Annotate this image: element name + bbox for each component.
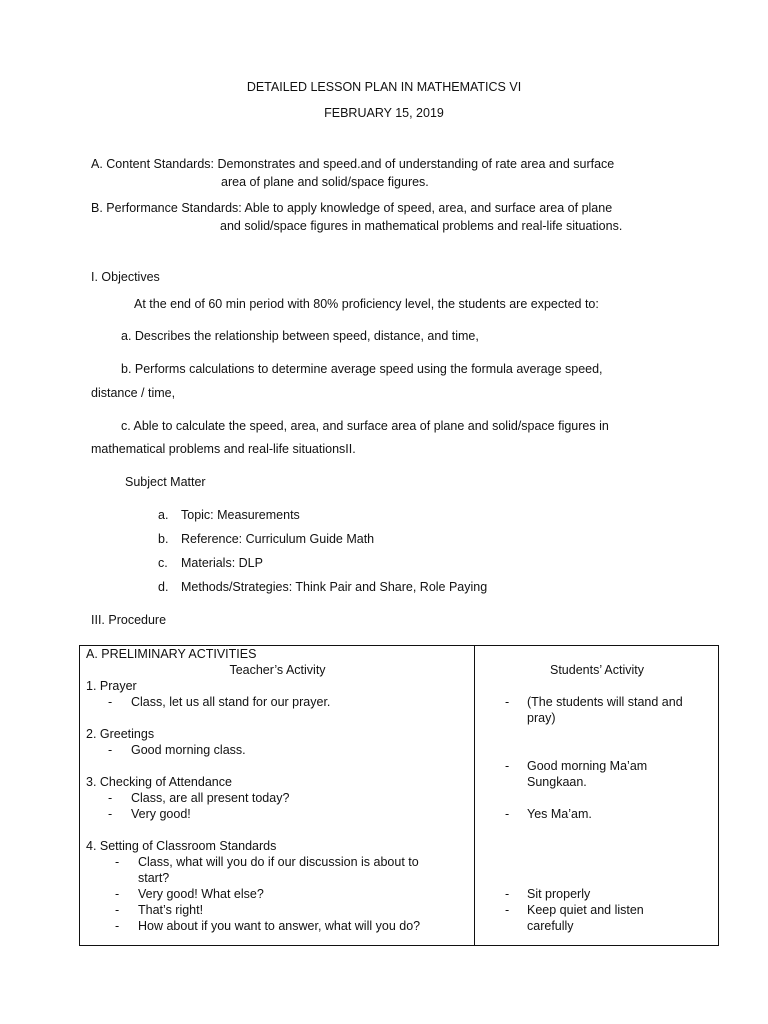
subject-item-marker: b.: [158, 532, 169, 546]
subject-item-materials: Materials: DLP: [181, 556, 263, 570]
objective-c-line2: mathematical problems and real-life situationsII.: [91, 442, 356, 456]
objective-b-line1: b. Performs calculations to determine average speed using the formula average speed,: [121, 362, 603, 376]
teacher-line: Class, let us all stand for our prayer.: [131, 695, 331, 709]
list-dash: -: [108, 807, 113, 821]
subject-matter-heading: Subject Matter: [125, 475, 206, 489]
student-line: Good morning Ma’am: [527, 759, 648, 773]
objectives-intro: At the end of 60 min period with 80% proficiency level, the students are expected to:: [134, 297, 599, 311]
objective-b-line2: distance / time,: [91, 386, 176, 400]
content-standards-line1: A. Content Standards: Demonstrates and speed.and of understanding of rate area and surface: [91, 157, 615, 171]
student-line: Sungkaan.: [527, 775, 587, 789]
list-dash: -: [108, 743, 113, 757]
list-dash: -: [505, 903, 510, 917]
attendance-heading: 3. Checking of Attendance: [86, 775, 232, 789]
list-dash: -: [115, 919, 120, 933]
students-activity-cell: [475, 646, 719, 946]
student-line: carefully: [527, 919, 574, 933]
teacher-line: Class, are all present today?: [131, 791, 290, 805]
students-activity-header: Students’ Activity: [549, 663, 645, 677]
list-dash: -: [505, 887, 510, 901]
list-dash: -: [108, 695, 113, 709]
student-line: pray): [527, 711, 556, 725]
subject-item-methods: Methods/Strategies: Think Pair and Share, Role Paying: [181, 580, 488, 594]
objectives-heading: I. Objectives: [91, 270, 160, 284]
teacher-activity-cell: [80, 646, 475, 946]
performance-standards-line2: and solid/space figures in mathematical problems and real-life situations.: [220, 219, 623, 233]
teacher-line: Class, what will you do if our discussion is about to: [138, 855, 419, 869]
list-dash: -: [115, 887, 120, 901]
subject-item-reference: Reference: Curriculum Guide Math: [181, 532, 375, 546]
student-line: Sit properly: [527, 887, 591, 901]
teacher-line: Good morning class.: [131, 743, 246, 757]
teacher-line: Very good!: [131, 807, 191, 821]
teacher-line: start?: [138, 871, 170, 885]
classroom-standards-heading: 4. Setting of Classroom Standards: [86, 839, 277, 853]
student-line: (The students will stand and: [527, 695, 683, 709]
subject-item-marker: a.: [158, 508, 169, 522]
teacher-line: That’s right!: [138, 903, 204, 917]
subject-item-marker: c.: [158, 556, 168, 570]
list-dash: -: [505, 759, 510, 773]
performance-standards-line1: B. Performance Standards: Able to apply knowledge of speed, area, and surface area of plane: [91, 201, 613, 215]
objective-c-line1: c. Able to calculate the speed, area, and surface area of plane and solid/space figures in: [121, 419, 609, 433]
content-standards-line2: area of plane and solid/space figures.: [221, 175, 429, 189]
prayer-heading: 1. Prayer: [86, 679, 137, 693]
teacher-line: How about if you want to answer, what will you do?: [138, 919, 421, 933]
list-dash: -: [108, 791, 113, 805]
document-title: DETAILED LESSON PLAN IN MATHEMATICS VI: [246, 80, 522, 94]
list-dash: -: [115, 855, 120, 869]
teacher-line: Very good! What else?: [138, 887, 264, 901]
greetings-heading: 2. Greetings: [86, 727, 155, 741]
list-dash: -: [505, 695, 510, 709]
objective-a: a. Describes the relationship between speed, distance, and time,: [121, 329, 479, 343]
preliminary-activities-heading: A. PRELIMINARY ACTIVITIES: [86, 647, 257, 661]
procedure-heading: III. Procedure: [91, 613, 167, 627]
document-date: FEBRUARY 15, 2019: [324, 106, 444, 120]
procedure-table: [79, 645, 719, 946]
student-line: Keep quiet and listen: [527, 903, 644, 917]
teacher-activity-header: Teacher’s Activity: [229, 663, 326, 677]
subject-item-marker: d.: [158, 580, 169, 594]
subject-item-topic: Topic: Measurements: [181, 508, 300, 522]
list-dash: -: [505, 807, 510, 821]
student-line: Yes Ma’am.: [527, 807, 592, 821]
list-dash: -: [115, 903, 120, 917]
